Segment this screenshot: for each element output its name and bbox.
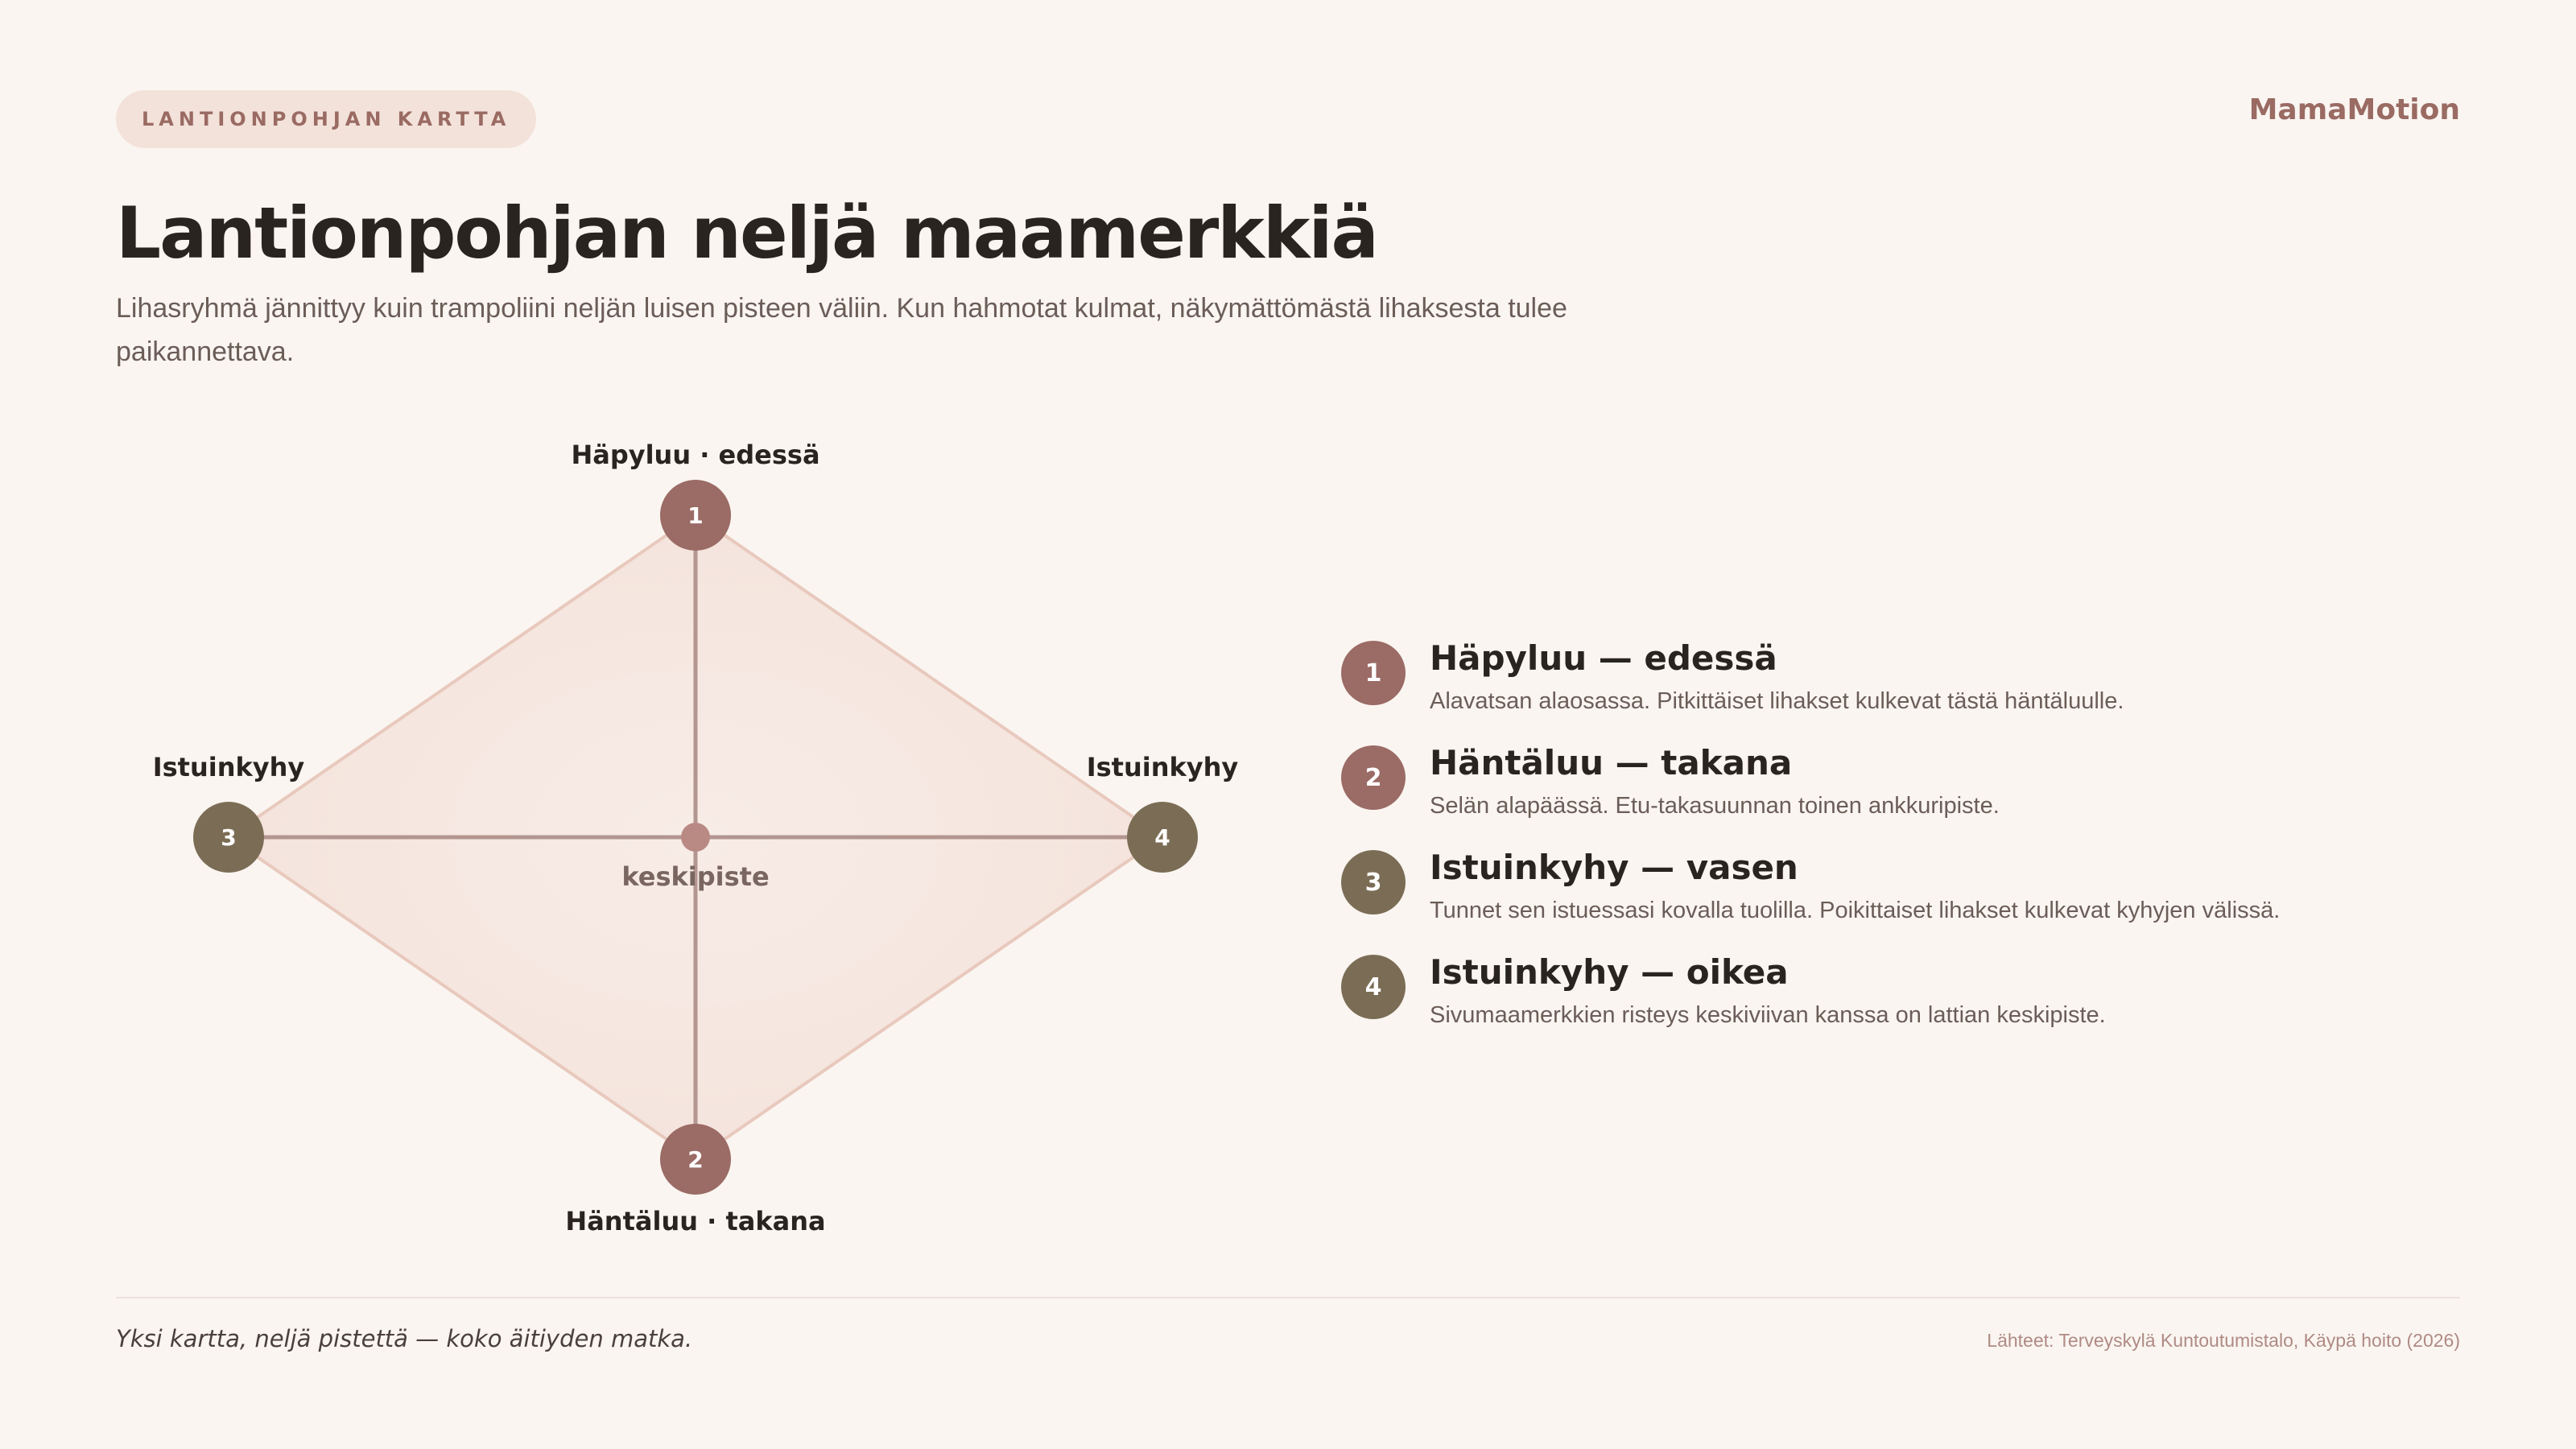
legend-item bbox=[1340, 845, 2467, 950]
point-number-left: 3 bbox=[221, 824, 237, 851]
legend-badge: 3 bbox=[1341, 850, 1406, 914]
point-label-right: Istuinkyhy bbox=[1086, 752, 1239, 782]
point-label-back: Häntäluu · takana bbox=[565, 1206, 826, 1236]
legend-title: Häntäluu — takana bbox=[1430, 743, 1793, 782]
legend-badge: 2 bbox=[1341, 745, 1406, 810]
landmark-legend bbox=[1340, 636, 2467, 1055]
footer-sources: Lähteet: Terveyskylä Kuntoutumistalo, Käypä hoito (2026) bbox=[1987, 1330, 2460, 1351]
point-number-front: 1 bbox=[687, 502, 704, 529]
point-number-back: 2 bbox=[687, 1146, 704, 1173]
legend-title: Häpyluu — edessä bbox=[1430, 638, 1777, 678]
brand-logo: MamaMotion bbox=[2248, 93, 2460, 126]
page-subtitle: Lihasryhmä jännittyy kuin trampoliini neljän luisen pisteen väliin. Kun hahmotat kulmat, näkymättömästä lihaksesta tulee paikannettava. bbox=[116, 293, 1567, 367]
legend-description: Tunnet sen istuessasi kovalla tuolilla. Poikittaiset lihakset kulkevat kyhyjen välissä. bbox=[1430, 898, 2281, 923]
legend-description: Sivumaamerkkien risteys keskiviivan kanssa on lattian keskipiste. bbox=[1430, 1002, 2106, 1028]
legend-title: Istuinkyhy — oikea bbox=[1430, 952, 1789, 992]
legend-item bbox=[1340, 950, 2467, 1055]
footer-tagline: Yksi kartta, neljä pistettä — koko äitiyden matka. bbox=[116, 1325, 693, 1352]
legend-item bbox=[1340, 741, 2467, 845]
center-label: keskipiste bbox=[621, 861, 770, 892]
center-point bbox=[681, 823, 710, 852]
point-label-front: Häpyluu · edessä bbox=[571, 440, 820, 470]
point-number-right: 4 bbox=[1154, 824, 1170, 851]
point-label-left: Istuinkyhy bbox=[152, 752, 305, 782]
legend-badge: 1 bbox=[1341, 641, 1406, 705]
legend-description: Selän alapäässä. Etu-takasuunnan toinen ankkuripiste. bbox=[1430, 793, 2000, 819]
section-tag: LANTIONPOHJAN KARTTA bbox=[116, 90, 536, 148]
legend-description: Alavatsan alaosassa. Pitkittäiset lihakset kulkevat tästä häntäluulle. bbox=[1430, 688, 2124, 714]
legend-item bbox=[1340, 636, 2467, 741]
page-title: Lantionpohjan neljä maamerkkiä bbox=[116, 192, 1377, 275]
legend-badge: 4 bbox=[1341, 955, 1406, 1019]
footer-divider bbox=[116, 1297, 2460, 1298]
legend-title: Istuinkyhy — vasen bbox=[1430, 848, 1798, 887]
